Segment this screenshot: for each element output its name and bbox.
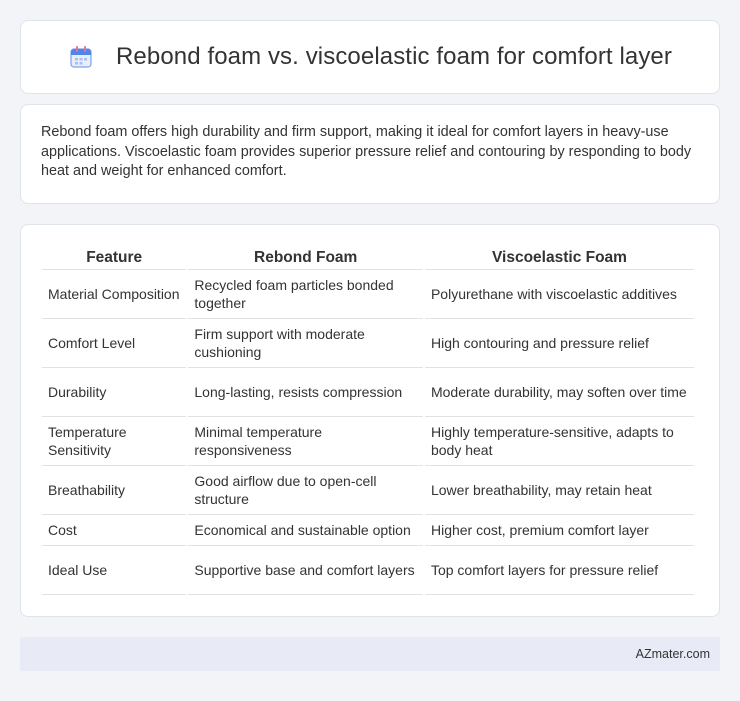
comparison-table-card [20, 224, 720, 617]
title-card [20, 20, 720, 94]
intro-card [20, 104, 720, 204]
table-row [42, 515, 694, 546]
feature-cell: Material Composition [42, 270, 186, 319]
feature-cell: Temperature Sensitivity [42, 417, 186, 466]
footer-site-link[interactable]: AZmater.com [635, 647, 710, 661]
viscoelastic-cell: Highly temperature-sensitive, adapts to body heat [425, 417, 694, 466]
header-viscoelastic-foam: Viscoelastic Foam [425, 245, 694, 270]
feature-cell: Durability [42, 368, 186, 417]
comparison-table [40, 245, 696, 595]
table-row [42, 417, 694, 466]
feature-cell: Comfort Level [42, 319, 186, 368]
rebond-cell: Recycled foam particles bonded together [188, 270, 423, 319]
viscoelastic-cell: Moderate durability, may soften over time [425, 368, 694, 417]
rebond-cell: Good airflow due to open-cell structure [188, 466, 423, 515]
page-title: Rebond foam vs. viscoelastic foam for comfort layer [116, 43, 672, 70]
calendar-icon [68, 44, 94, 70]
table-row [42, 319, 694, 368]
table-row [42, 466, 694, 515]
viscoelastic-cell: Higher cost, premium comfort layer [425, 515, 694, 546]
header-feature: Feature [42, 245, 186, 270]
rebond-cell: Supportive base and comfort layers [188, 546, 423, 595]
rebond-cell: Economical and sustainable option [188, 515, 423, 546]
feature-cell: Breathability [42, 466, 186, 515]
viscoelastic-cell: Top comfort layers for pressure relief [425, 546, 694, 595]
header-rebond-foam: Rebond Foam [188, 245, 423, 270]
feature-cell: Ideal Use [42, 546, 186, 595]
rebond-cell: Long-lasting, resists compression [188, 368, 423, 417]
viscoelastic-cell: High contouring and pressure relief [425, 319, 694, 368]
table-row [42, 270, 694, 319]
viscoelastic-cell: Polyurethane with viscoelastic additives [425, 270, 694, 319]
intro-text: Rebond foam offers high durability and firm support, making it ideal for comfort layers in heavy-use applications. Viscoelastic foam provides superior pressure relief and contouring by responding to body heat and weight for enhanced comfort. [41, 124, 692, 179]
table-row [42, 546, 694, 595]
table-row [42, 368, 694, 417]
feature-cell: Cost [42, 515, 186, 546]
rebond-cell: Firm support with moderate cushioning [188, 319, 423, 368]
footer-bar [20, 637, 720, 671]
rebond-cell: Minimal temperature responsiveness [188, 417, 423, 466]
viscoelastic-cell: Lower breathability, may retain heat [425, 466, 694, 515]
table-header-row [42, 245, 694, 270]
